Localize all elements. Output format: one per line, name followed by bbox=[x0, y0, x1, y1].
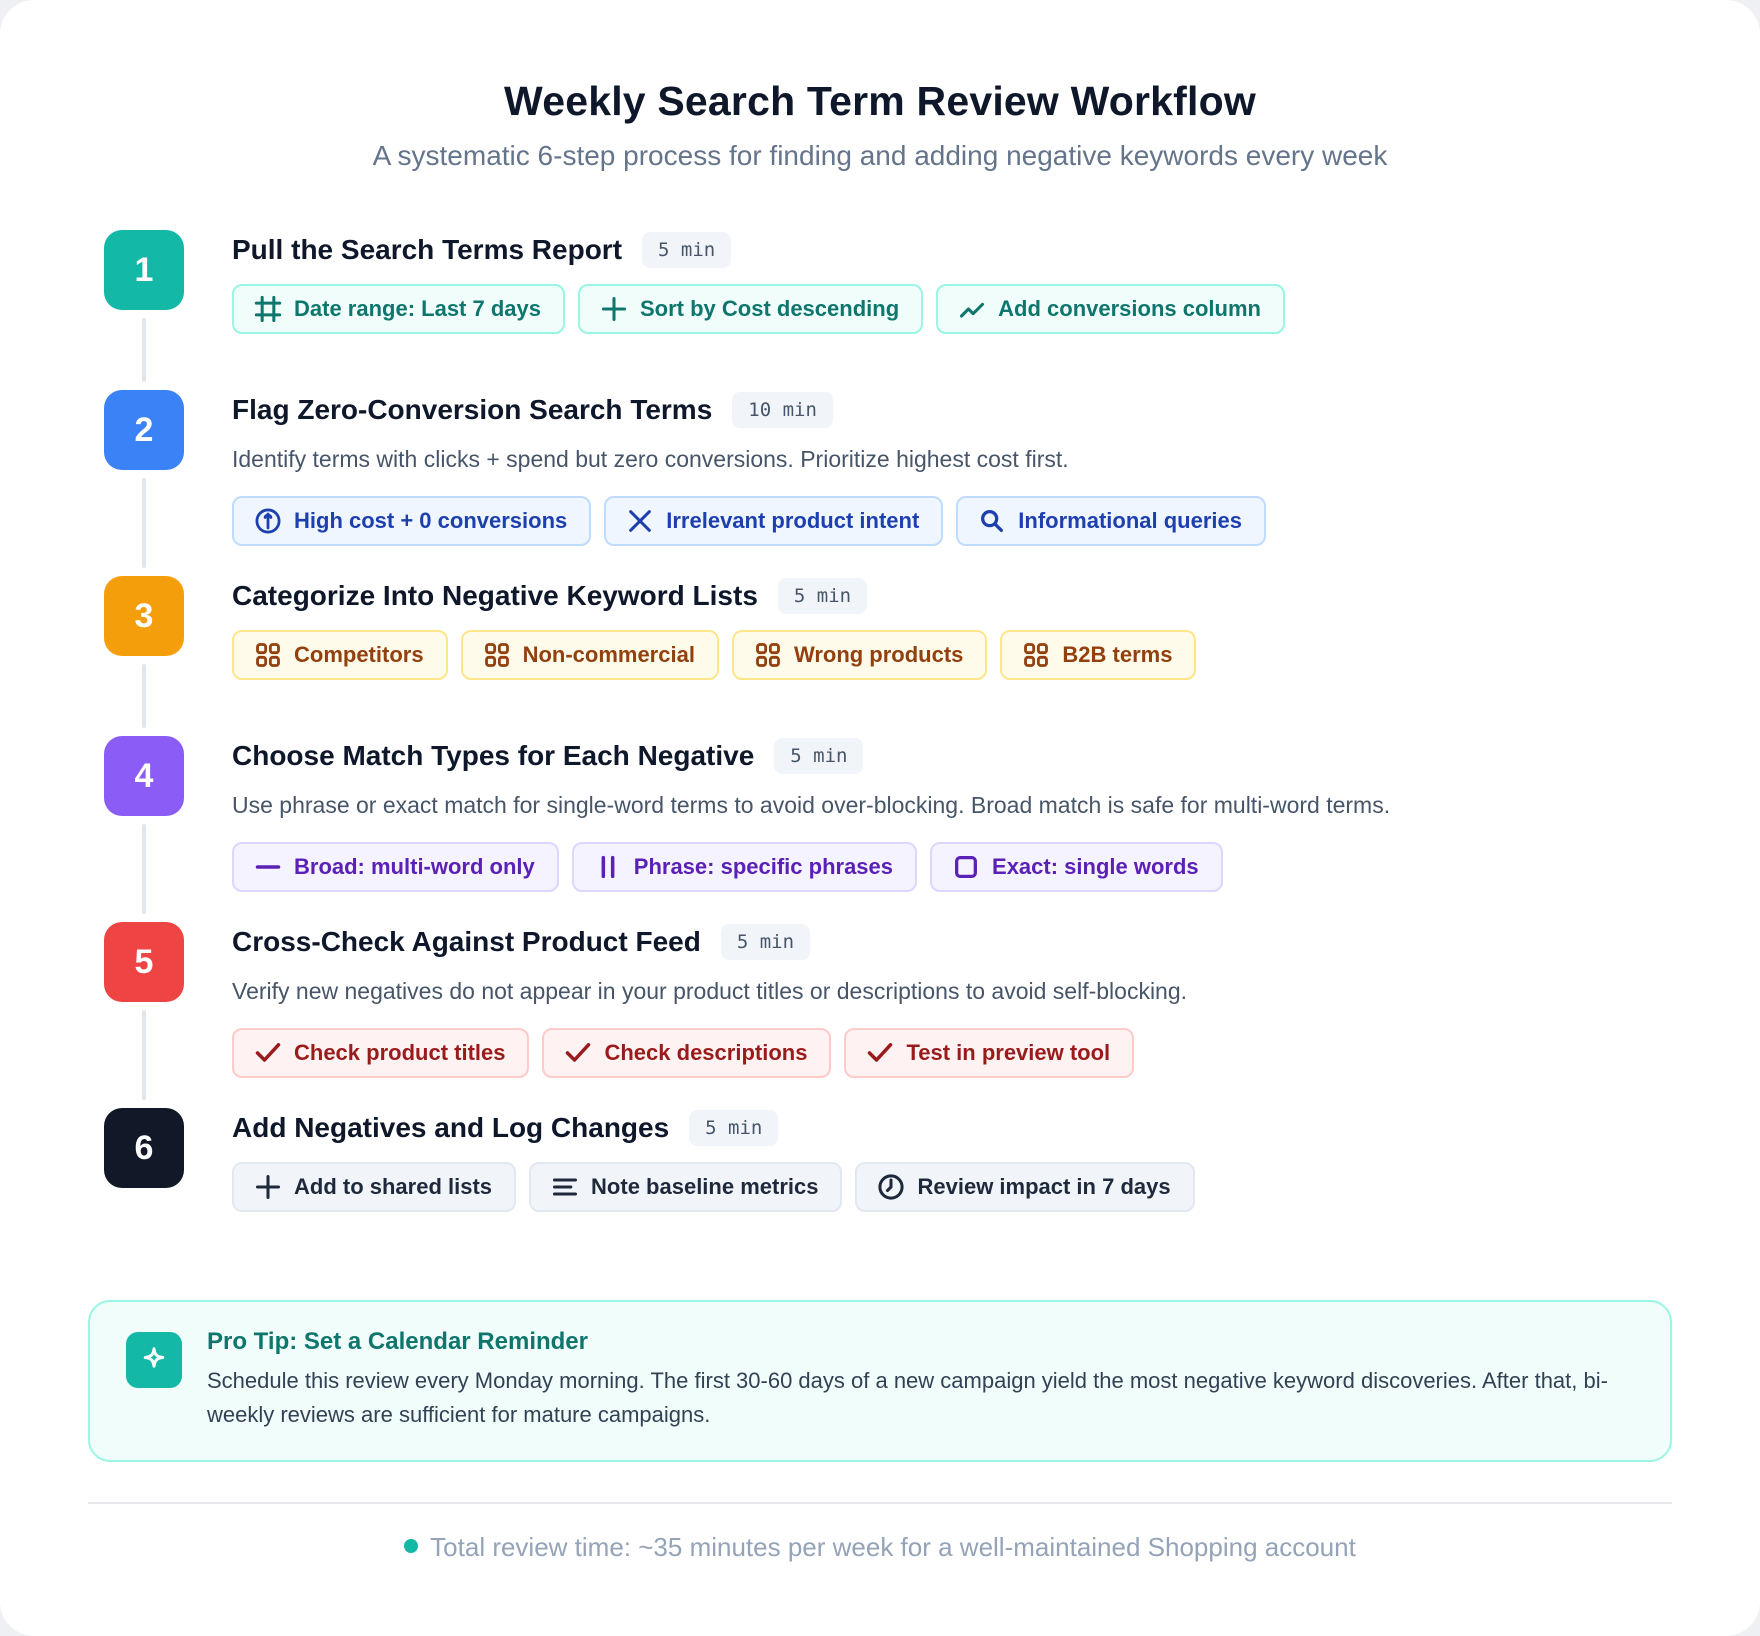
step-connector bbox=[142, 478, 146, 568]
status-dot-icon bbox=[404, 1539, 418, 1553]
hash-grid-icon bbox=[254, 295, 282, 323]
step-chips bbox=[232, 284, 1285, 334]
step-header bbox=[232, 230, 731, 270]
page-title: Weekly Search Term Review Workflow bbox=[504, 78, 1256, 124]
grid-icon bbox=[754, 641, 782, 669]
chip-label: Add conversions column bbox=[998, 296, 1261, 321]
chip-competitors[interactable] bbox=[232, 630, 448, 680]
chip-check-descriptions[interactable] bbox=[542, 1028, 831, 1078]
step-title: Pull the Search Terms Report bbox=[232, 234, 623, 265]
check-icon bbox=[254, 1039, 282, 1067]
chip-baseline-metrics[interactable] bbox=[529, 1162, 842, 1212]
step-time-badge: 5 min bbox=[689, 1110, 778, 1146]
chip-label: Competitors bbox=[294, 642, 424, 667]
chip-label: Test in preview tool bbox=[906, 1040, 1111, 1065]
dollar-circle-icon bbox=[254, 507, 282, 535]
step-connector bbox=[142, 824, 146, 914]
chip-non-commercial[interactable] bbox=[461, 630, 719, 680]
chip-high-cost[interactable] bbox=[232, 496, 591, 546]
page-subtitle: A systematic 6-step process for finding and adding negative keywords every week bbox=[372, 140, 1388, 171]
chip-label: Informational queries bbox=[1018, 508, 1243, 533]
step-connector bbox=[142, 318, 146, 382]
step-number-badge: 2 bbox=[104, 390, 184, 470]
step-header bbox=[232, 922, 810, 962]
step-header bbox=[232, 1108, 778, 1148]
step-title: Choose Match Types for Each Negative bbox=[232, 740, 755, 771]
chip-b2b-terms[interactable] bbox=[1000, 630, 1196, 680]
chip-label: Note baseline metrics bbox=[591, 1174, 819, 1199]
search-icon bbox=[978, 507, 1006, 535]
step-chips bbox=[232, 842, 1223, 892]
step-title: Cross-Check Against Product Feed bbox=[232, 926, 701, 957]
pause-bars-icon bbox=[594, 853, 622, 881]
chip-preview-tool[interactable] bbox=[844, 1028, 1134, 1078]
step-header bbox=[232, 576, 867, 616]
step-connector bbox=[142, 1010, 146, 1100]
chip-label: Sort by Cost descending bbox=[639, 296, 900, 321]
chip-exact-match[interactable] bbox=[930, 842, 1223, 892]
chip-label: Wrong products bbox=[793, 642, 964, 667]
chip-sort-cost[interactable] bbox=[578, 284, 923, 334]
footer-text: Total review time: ~35 minutes per week for a well-maintained Shopping account bbox=[430, 1532, 1356, 1562]
close-icon bbox=[626, 507, 654, 535]
step-number-badge: 5 bbox=[104, 922, 184, 1002]
plus-icon bbox=[600, 295, 628, 323]
chip-wrong-products[interactable] bbox=[732, 630, 987, 680]
step-description: Identify terms with clicks + spend but zero conversions. Prioritize highest cost first. bbox=[232, 446, 1069, 472]
grid-icon bbox=[254, 641, 282, 669]
step-time-badge: 5 min bbox=[778, 578, 867, 614]
step-description: Verify new negatives do not appear in your product titles or descriptions to avoid self-blocking. bbox=[232, 978, 1188, 1004]
step-chips bbox=[232, 630, 1196, 680]
chip-label: Check product titles bbox=[294, 1040, 506, 1065]
chip-label: Irrelevant product intent bbox=[666, 508, 920, 533]
check-icon bbox=[564, 1039, 592, 1067]
chip-label: Review impact in 7 days bbox=[917, 1174, 1171, 1199]
step-time-badge: 10 min bbox=[732, 392, 833, 428]
step-chips bbox=[232, 496, 1266, 546]
step-title: Add Negatives and Log Changes bbox=[232, 1112, 670, 1143]
chip-irrelevant-intent[interactable] bbox=[604, 496, 943, 546]
step-title: Categorize Into Negative Keyword Lists bbox=[232, 580, 758, 611]
chip-label: Phrase: specific phrases bbox=[633, 854, 894, 879]
chip-label: High cost + 0 conversions bbox=[294, 508, 568, 533]
chip-label: B2B terms bbox=[1062, 642, 1173, 667]
step-time-badge: 5 min bbox=[721, 924, 810, 960]
chip-label: Exact: single words bbox=[992, 854, 1199, 879]
chip-label: Non-commercial bbox=[522, 642, 695, 667]
chip-label: Add to shared lists bbox=[294, 1174, 493, 1199]
step-chips bbox=[232, 1028, 1134, 1078]
step-description: Use phrase or exact match for single-word terms to avoid over-blocking. Broad match is safe for multi-word terms. bbox=[232, 792, 1391, 818]
chip-label: Date range: Last 7 days bbox=[294, 296, 541, 321]
sparkle-icon bbox=[126, 1332, 182, 1388]
step-chips bbox=[232, 1162, 1195, 1212]
chip-check-titles[interactable] bbox=[232, 1028, 529, 1078]
step-connector bbox=[142, 664, 146, 728]
step-header bbox=[232, 736, 863, 776]
clock-icon bbox=[877, 1173, 905, 1201]
step-title: Flag Zero-Conversion Search Terms bbox=[232, 394, 713, 425]
check-icon bbox=[866, 1039, 894, 1067]
minus-icon bbox=[254, 853, 282, 881]
trend-up-icon bbox=[958, 295, 986, 323]
step-time-badge: 5 min bbox=[642, 232, 731, 268]
step-number-badge: 3 bbox=[104, 576, 184, 656]
pro-tip-title: Pro Tip: Set a Calendar Reminder bbox=[207, 1328, 588, 1355]
pro-tip-box bbox=[88, 1300, 1672, 1462]
chip-informational[interactable] bbox=[956, 496, 1266, 546]
step-number-badge: 6 bbox=[104, 1108, 184, 1188]
chip-label: Broad: multi-word only bbox=[294, 854, 535, 879]
chip-broad-match[interactable] bbox=[232, 842, 559, 892]
plus-icon bbox=[254, 1173, 282, 1201]
footer-note bbox=[0, 1532, 1760, 1563]
chip-review-impact[interactable] bbox=[855, 1162, 1194, 1212]
chip-add-conversions[interactable] bbox=[936, 284, 1285, 334]
pro-tip-text: Schedule this review every Monday morning. The first 30-60 days of a new campaign yield the most negative keyword discoveries. After that, bi-weekly reviews are sufficient for mature campaigns. bbox=[207, 1368, 1608, 1427]
square-icon bbox=[952, 853, 980, 881]
chip-add-shared-lists[interactable] bbox=[232, 1162, 516, 1212]
chip-label: Check descriptions bbox=[604, 1040, 808, 1065]
divider bbox=[88, 1502, 1672, 1504]
step-time-badge: 5 min bbox=[774, 738, 863, 774]
grid-icon bbox=[483, 641, 511, 669]
step-number-badge: 4 bbox=[104, 736, 184, 816]
step-number-badge: 1 bbox=[104, 230, 184, 310]
chip-phrase-match[interactable] bbox=[572, 842, 917, 892]
grid-icon bbox=[1022, 641, 1050, 669]
lines-icon bbox=[551, 1173, 579, 1201]
chip-date-range[interactable] bbox=[232, 284, 565, 334]
step-header bbox=[232, 390, 833, 430]
